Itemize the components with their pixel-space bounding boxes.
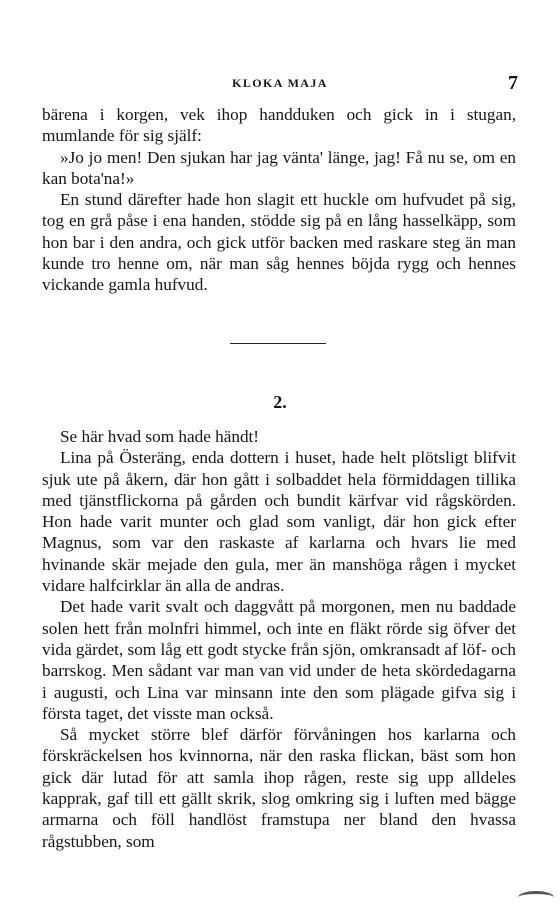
text-block-bottom: [42, 426, 516, 852]
scan-edge-mark: [518, 891, 554, 904]
paragraph: Se här hvad som hade händt!: [60, 427, 260, 446]
paragraph-continuation: bärena i korgen, vek ihop handduken och gick in i stugan, mumlande för sig själf:: [42, 105, 516, 146]
paragraph-dialogue: »Jo jo men! Den sjukan har jag vänta' länge, jag! Få nu se, om en kan bota'na!»: [42, 147, 516, 188]
paragraph: Så mycket större blef därför förvåningen hos karlarna och förskräckelsen hos kvinnorna, när den raska flickan, bäst som hon gick där lutad för att samla ihop rågen, reste sig upp alldeles kapprak, gaf till ett gällt skrik, slog omkring sig i luften med bägge armarna och föll handlöst framstupa ner bland den hvassa rågstubben, som: [42, 725, 516, 851]
running-header: [0, 72, 560, 96]
page-number: 7: [508, 72, 518, 94]
text-block-top: [42, 104, 516, 296]
paragraph: Det hade varit svalt och daggvått på morgonen, men nu baddade solen hett från molnfri himmel, och inte en fläkt rörde sig öfver det vida gärdet, som låg ett godt stycke från sjön, omkransadt af löf- och barrskog. Men sådant var man van vid under de heta skördedagarna i augusti, och Lina var minsann inte den som plägade gifva sig i första taget, det visste man också.: [42, 597, 516, 723]
paragraph: En stund därefter hade hon slagit ett huckle om hufvudet på sig, tog en grå påse i ena handen, stödde sig på en lång hasselkäpp, som hon bar i den andra, och gick utför backen med raskare steg än man kunde tro henne om, när man såg hennes böjda rygg och hennes vickande gamla hufvud.: [42, 190, 516, 295]
running-title: KLOKA MAJA: [232, 76, 328, 90]
section-divider-rule: [230, 343, 326, 344]
paragraph: Lina på Österäng, enda dottern i huset, hade helt plötsligt blifvit sjuk ute på åkern, där hon gått i solbaddet hela förmiddagen tillika med tjänstflickorna på gården och bundit kärfvar vid rågskörden. Hon hade varit munter och glad som vanligt, där hon gick efter Magnus, som var den raskaste af karlarna och hvars lie med hvinande skär mejade den gula, mer än manshöga rågen i mycket vidare halfcirklar än alla de andras.: [42, 448, 516, 596]
section-number: 2.: [273, 392, 287, 412]
